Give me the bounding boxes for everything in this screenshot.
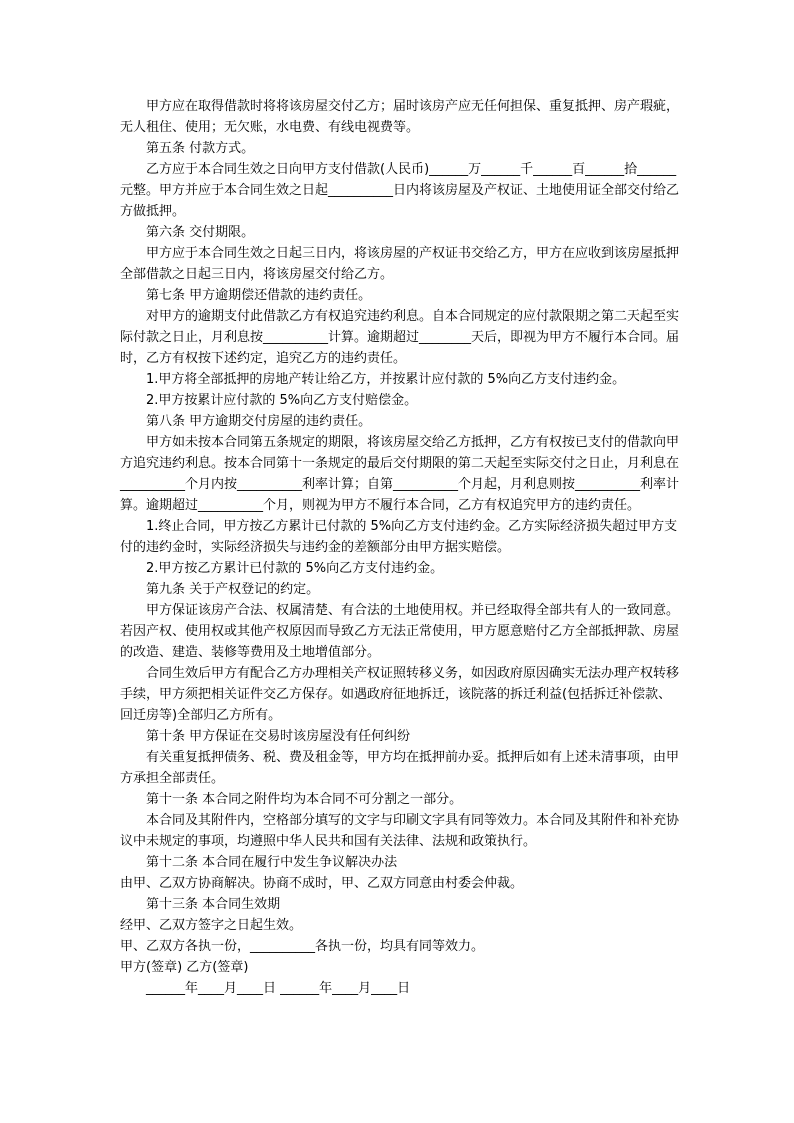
article-8-heading: 第八条 甲方逾期交付房屋的违约责任。	[146, 414, 372, 429]
article-7-heading: 第七条 甲方逾期偿还借款的违约责任。	[146, 288, 372, 303]
copies-clause: 甲、乙双方各执一份，__________各执一份，均具有同等效力。	[120, 939, 485, 954]
article-9-body-1: 甲方保证该房产合法、权属清楚、有合法的土地使用权。并已经取得全部共有人的一致同意。若因产权、使用权或其他产权原因而导致乙方无法正常使用，甲方愿意赔付乙方全部抵押款、房屋的改造、建造、装修等费用及土地增值部分。	[120, 603, 680, 660]
article-11-heading: 第十一条 本合同之附件均为本合同不可分割之一部分。	[146, 792, 463, 807]
article-12-heading: 第十二条 本合同在履行中发生争议解决办法	[146, 855, 398, 870]
article-8-item-1: 1.终止合同，甲方按乙方累计已付款的 5%向乙方支付违约金。乙方实际经济损失超过甲方支付的违约金时，实际经济损失与违约金的差额部分由甲方据实赔偿。	[120, 519, 678, 555]
article-8-body: 甲方如未按本合同第五条规定的期限，将该房屋交给乙方抵押，乙方有权按已支付的借款向甲方追究违约利息。按本合同第十一条规定的最后交付期限的第二天起至实际交付之日止，月利息在__________个月内按__________利率计算；自第__________个月起，月利息则按__________利率计算。逾期超过__________个月，则视为甲方不履行本合同，乙方有权追究甲方的违约责任。	[120, 435, 680, 513]
article-10-heading: 第十条 甲方保证在交易时该房屋没有任何纠纷	[146, 729, 411, 744]
article-13-heading: 第十三条 本合同生效期	[146, 897, 281, 912]
paragraph-delivery-terms: 甲方应在取得借款时将将该房屋交付乙方；届时该房产应无任何担保、重复抵押、房产瑕疵，无人租住、使用；无欠账，水电费、有线电视费等。	[120, 99, 680, 135]
article-12-body: 由甲、乙双方协商解决。协商不成时，甲、乙双方同意由村委会仲裁。	[120, 876, 524, 891]
article-7-item-2: 2.甲方按累计应付款的 5%向乙方支付赔偿金。	[146, 393, 418, 408]
article-8-item-2: 2.甲方按乙方累计已付款的 5%向乙方支付违约金。	[146, 561, 444, 576]
article-7-body: 对甲方的逾期支付此借款乙方有权追究违约利息。自本合同规定的应付款限期之第二天起至实际付款之日止，月利息按__________计算。逾期超过________天后，即视为甲方不履行本合同。届时，乙方有权按下述约定，追究乙方的违约责任。	[120, 309, 680, 366]
document-page	[120, 96, 680, 999]
article-5-body: 乙方应于本合同生效之日向甲方支付借款(人民币)______万______千______百______拾______元整。甲方并应于本合同生效之日起__________日内将该房屋及产权证、土地使用证全部交付给乙方做抵押。	[120, 162, 680, 219]
signature-labels: 甲方(签章) 乙方(签章)	[120, 960, 249, 975]
article-7-item-1: 1.甲方将全部抵押的房地产转让给乙方，并按累计应付款的 5%向乙方支付违约金。	[146, 372, 626, 387]
article-5-heading: 第五条 付款方式。	[146, 141, 255, 156]
article-9-heading: 第九条 关于产权登记的约定。	[146, 582, 320, 597]
article-6-body: 甲方应于本合同生效之日起三日内，将该房屋的产权证书交给乙方，甲方在应收到该房屋抵押全部借款之日起三日内，将该房屋交付给乙方。	[120, 246, 680, 282]
article-9-body-2: 合同生效后甲方有配合乙方办理相关产权证照转移义务，如因政府原因确实无法办理产权转移手续，甲方须把相关证件交乙方保存。如遇政府征地拆迁，该院落的拆迁利益(包括拆迁补偿款、回迁房等)全部归乙方所有。	[120, 666, 680, 723]
article-13-body: 经甲、乙双方签字之日起生效。	[120, 918, 303, 933]
article-11-body: 本合同及其附件内，空格部分填写的文字与印刷文字具有同等效力。本合同及其附件和补充协议中未规定的事项，均遵照中华人民共和国有关法律、法规和政策执行。	[120, 813, 680, 849]
article-6-heading: 第六条 交付期限。	[146, 225, 255, 240]
signature-dates: ______年____月____日 ______年____月____日	[146, 981, 411, 996]
article-10-body: 有关重复抵押债务、税、费及租金等，甲方均在抵押前办妥。抵押后如有上述未清事项，由甲方承担全部责任。	[120, 750, 680, 786]
